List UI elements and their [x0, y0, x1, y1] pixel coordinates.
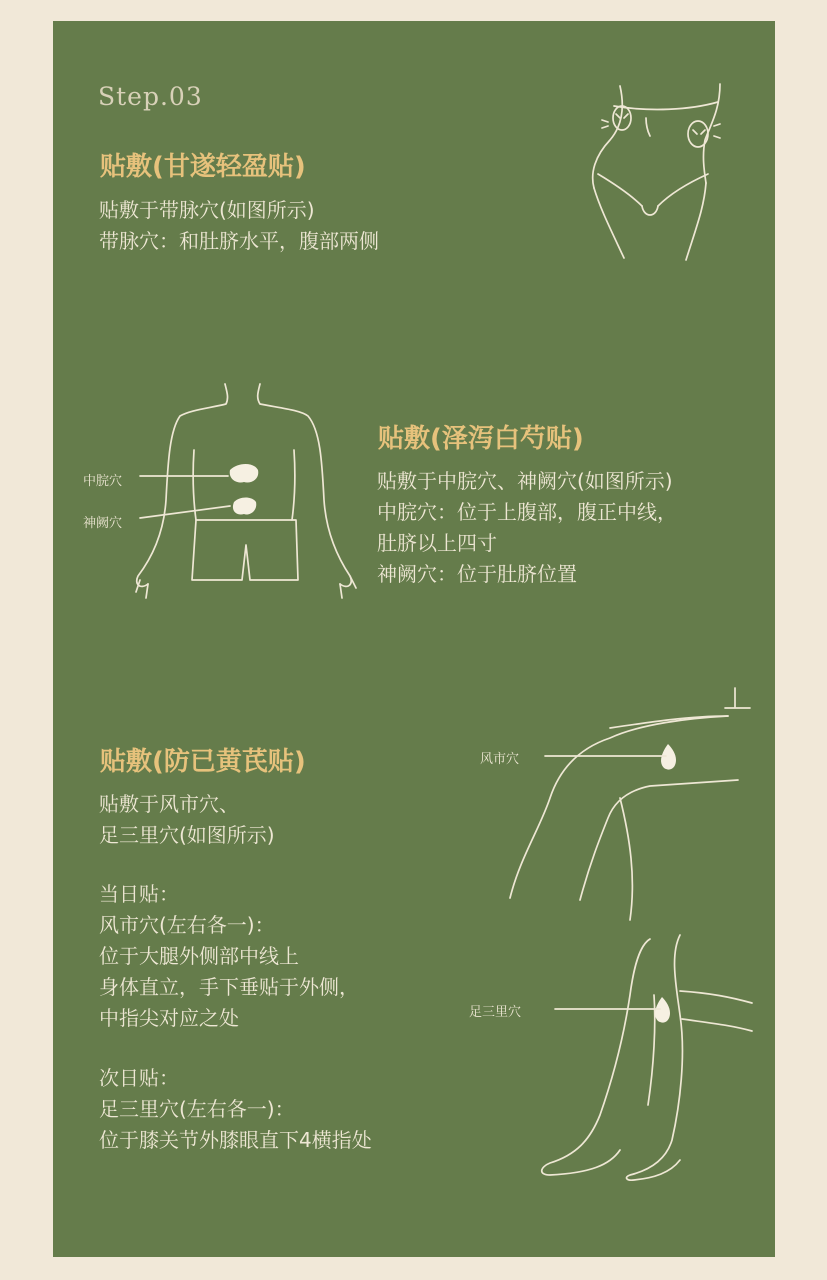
- section1-title: 贴敷(甘遂轻盈贴): [100, 152, 306, 182]
- shin-illustration: [530, 935, 755, 1180]
- point-label-shenque: 神阙穴: [83, 516, 123, 531]
- point-label-zusanli: 足三里穴: [469, 1005, 522, 1020]
- section3-day2: 次日贴： 足三里穴(左右各一)： 位于膝关节外膝眼直下4横指处: [99, 1066, 372, 1152]
- thigh-illustration: [500, 688, 750, 928]
- section2-title: 贴敷(泽泻白芍贴): [378, 424, 584, 454]
- waist-illustration: [580, 78, 740, 268]
- point-label-fengshi: 风市穴: [480, 752, 520, 767]
- section3-day1: 当日贴： 风市穴(左右各一)： 位于大腿外侧部中线上 身体直立，手下垂贴于外侧， 中指尖对应之处: [99, 882, 359, 1030]
- step-label: Step.03: [98, 82, 203, 111]
- point-label-zhongwan: 中脘穴: [83, 474, 123, 489]
- section1-body: 贴敷于带脉穴(如图所示) 带脉穴：和肚脐水平，腹部两侧: [99, 198, 379, 253]
- section3-title: 贴敷(防已黄芪贴): [100, 747, 306, 777]
- torso-illustration: [130, 380, 360, 610]
- section2-body: 贴敷于中脘穴、神阙穴(如图所示) 中脘穴：位于上腹部，腹正中线， 肚脐以上四寸 神阙穴：位于肚脐位置: [377, 469, 677, 586]
- section3-intro: 贴敷于风市穴、 足三里穴(如图所示): [99, 792, 275, 847]
